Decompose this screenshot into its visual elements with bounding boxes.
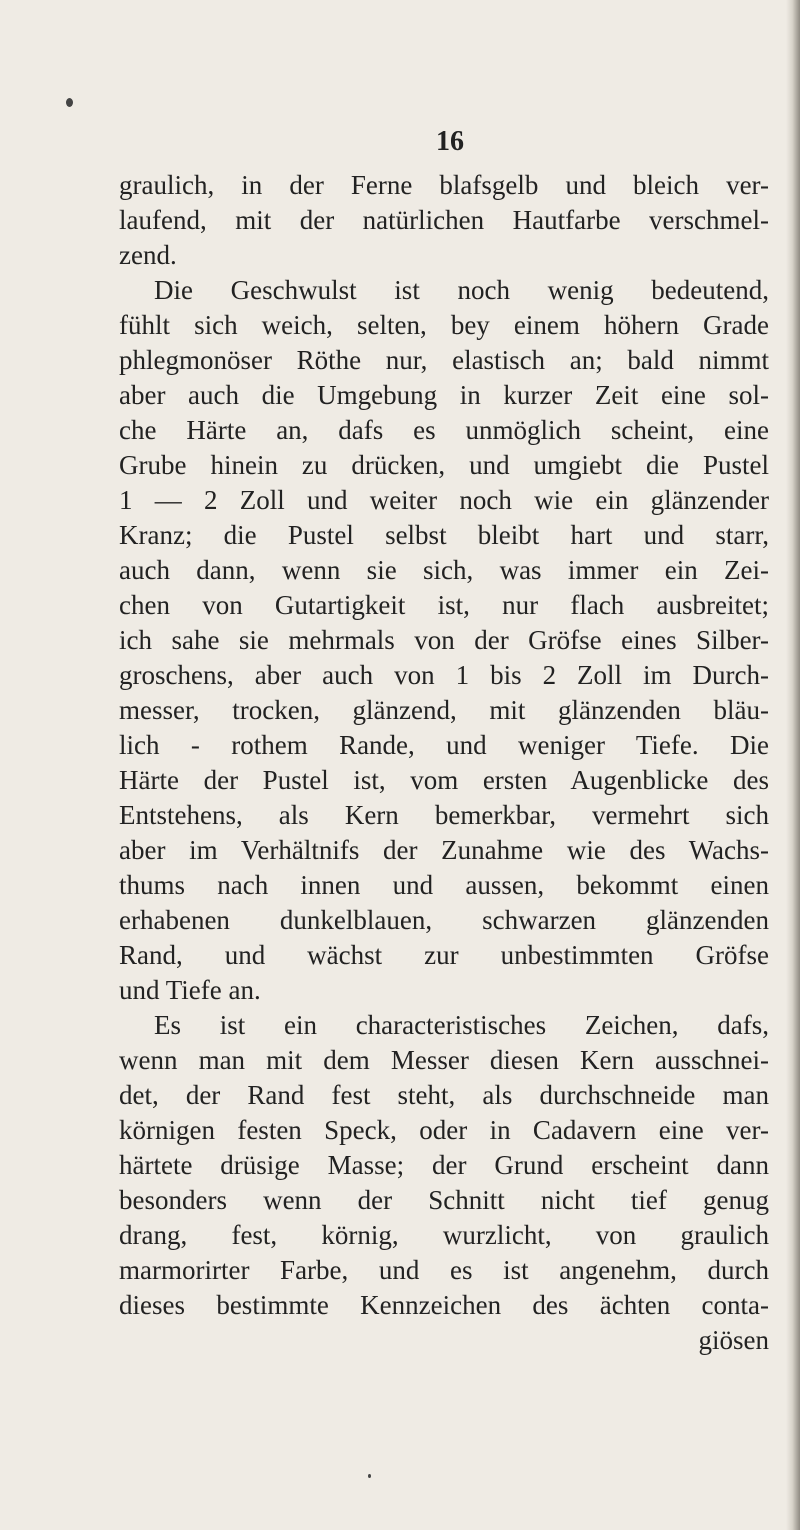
ink-speck bbox=[368, 1474, 371, 1478]
text-line: dieses bestimmte Kennzeichen des ächten conta- bbox=[119, 1290, 769, 1320]
text-line: auch dann, wenn sie sich, was immer ein Zei- bbox=[119, 555, 769, 585]
text-line: erhabenen dunkelblauen, schwarzen glänzenden bbox=[119, 905, 769, 935]
text-line: thums nach innen und aussen, bekommt einen bbox=[119, 870, 769, 900]
text-line: zend. bbox=[119, 240, 177, 270]
page-edge-shadow bbox=[786, 0, 800, 1530]
text-line: groschens, aber auch von 1 bis 2 Zoll im Durch- bbox=[119, 660, 769, 690]
text-line: härtete drüsige Masse; der Grund erscheint dann bbox=[119, 1150, 769, 1180]
page-number: 16 bbox=[436, 126, 464, 157]
text-line: fühlt sich weich, selten, bey einem höhern Grade bbox=[119, 310, 769, 340]
text-line: 1 — 2 Zoll und weiter noch wie ein glänzender bbox=[119, 485, 769, 515]
catchword: giösen bbox=[698, 1325, 769, 1355]
text-line: Grube hinein zu drücken, und umgiebt die Pustel bbox=[119, 450, 769, 480]
text-line: Rand, und wächst zur unbestimmten Gröfse bbox=[119, 940, 769, 970]
paragraph-first-line: Es ist ein characteristisches Zeichen, dafs, bbox=[154, 1010, 769, 1040]
text-line: besonders wenn der Schnitt nicht tief genug bbox=[119, 1185, 769, 1215]
text-line: laufend, mit der natürlichen Hautfarbe verschmel- bbox=[119, 205, 769, 235]
text-line: marmorirter Farbe, und es ist angenehm, durch bbox=[119, 1255, 769, 1285]
text-line: det, der Rand fest steht, als durchschneide man bbox=[119, 1080, 769, 1110]
ink-speck bbox=[66, 98, 73, 107]
body-text bbox=[119, 168, 769, 1358]
text-line: körnigen festen Speck, oder in Cadavern eine ver- bbox=[119, 1115, 769, 1145]
text-line: Kranz; die Pustel selbst bleibt hart und starr, bbox=[119, 520, 769, 550]
text-line: Entstehens, als Kern bemerkbar, vermehrt sich bbox=[119, 800, 769, 830]
text-line: aber auch die Umgebung in kurzer Zeit eine sol- bbox=[119, 380, 769, 410]
text-line: chen von Gutartigkeit ist, nur flach ausbreitet; bbox=[119, 590, 769, 620]
text-line: drang, fest, körnig, wurzlicht, von graulich bbox=[119, 1220, 769, 1250]
text-line: wenn man mit dem Messer diesen Kern ausschnei- bbox=[119, 1045, 769, 1075]
text-line: aber im Verhältnifs der Zunahme wie des Wachs- bbox=[119, 835, 769, 865]
paragraph-first-line: Die Geschwulst ist noch wenig bedeutend, bbox=[154, 275, 769, 305]
text-line: phlegmonöser Röthe nur, elastisch an; bald nimmt bbox=[119, 345, 769, 375]
text-line: lich - rothem Rande, und weniger Tiefe. Die bbox=[119, 730, 769, 760]
text-line: Härte der Pustel ist, vom ersten Augenblicke des bbox=[119, 765, 769, 795]
text-line: graulich, in der Ferne blafsgelb und bleich ver- bbox=[119, 170, 769, 200]
text-line: ich sahe sie mehrmals von der Gröfse eines Silber- bbox=[119, 625, 769, 655]
text-line: und Tiefe an. bbox=[119, 975, 261, 1005]
text-line: che Härte an, dafs es unmöglich scheint, eine bbox=[119, 415, 769, 445]
text-line: messer, trocken, glänzend, mit glänzenden bläu- bbox=[119, 695, 769, 725]
